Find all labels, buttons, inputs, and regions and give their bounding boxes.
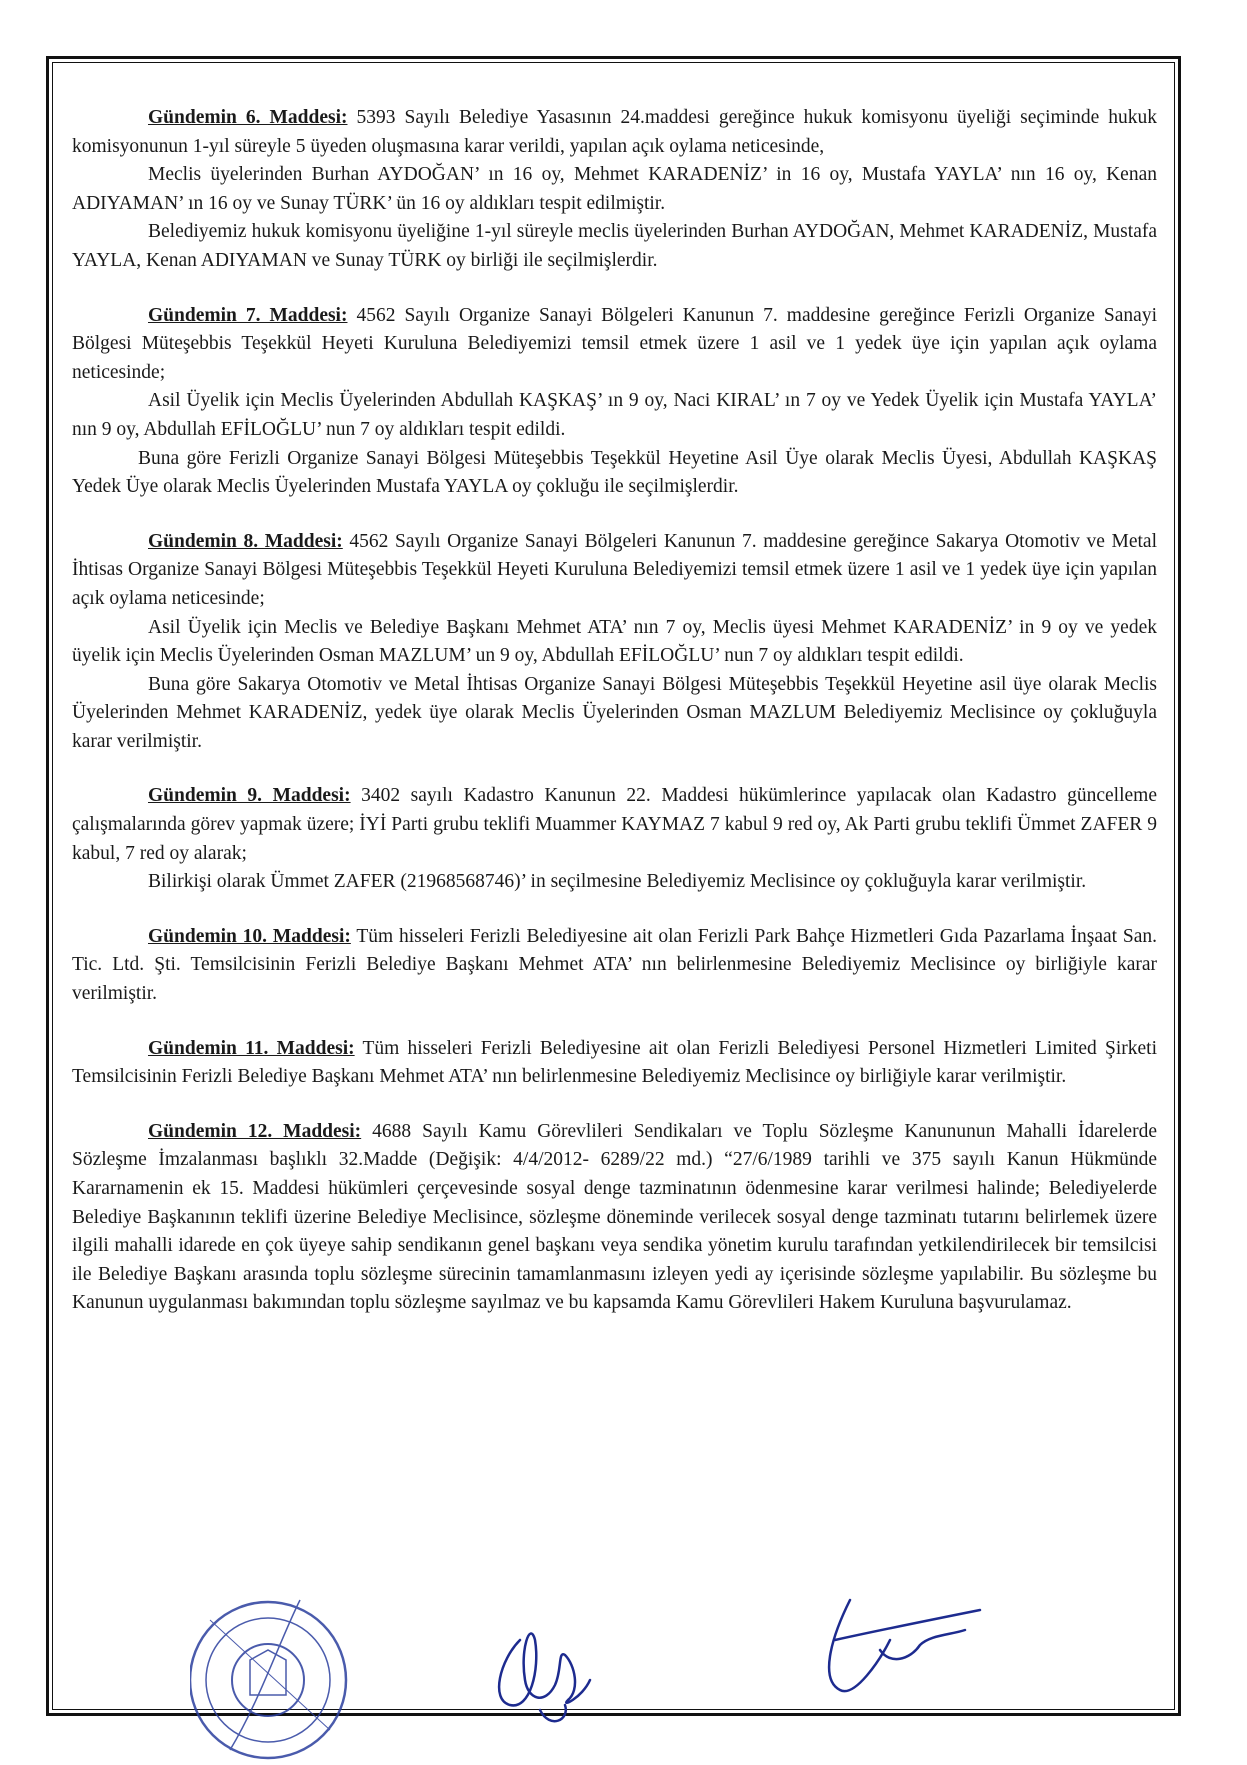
document-body (72, 104, 1157, 1344)
municipality-seal-icon (190, 1600, 346, 1758)
agenda-paragraph: Belediyemiz hukuk komisyonu üyeliğine 1-yıl süreyle meclis üyelerinden Burhan AYDOĞAN, Mehmet KARADENİZ, Mustafa YAYLA, Kenan ADIYAMAN ve Sunay TÜRK oy birliği ile seçilmişlerdir. (72, 221, 1157, 271)
agenda-paragraph: Meclis üyelerinden Burhan AYDOĞAN’ ın 16 oy, Mehmet KARADENİZ’ in 16 oy, Mustafa YAYLA’ nın 16 oy, Kenan ADIYAMAN’ ın 16 oy ve Sunay TÜRK’ ün 16 oy aldıkları tespit edilmiştir. (72, 164, 1157, 214)
agenda-heading: Gündemin 11. Maddesi: (148, 1037, 355, 1059)
agenda-heading: Gündemin 10. Maddesi: (148, 925, 351, 947)
agenda-item-10 (72, 923, 1157, 1009)
agenda-lead: 3402 sayılı Kadastro Kanunun 22. Maddesi hükümlerince yapılacak olan Kadastro güncelleme çalışmalarında görev yapmak üzere; İYİ Parti grubu teklifi Muammer KAYMAZ 7 kabul 9 red oy, Ak Parti grubu teklifi Ümmet ZAFER 9 kabul, 7 red oy alarak; (72, 785, 1157, 864)
signature-icon (499, 1634, 590, 1722)
agenda-heading: Gündemin 8. Maddesi: (148, 530, 343, 552)
agenda-item-9 (72, 782, 1157, 896)
signature-area (190, 1580, 1090, 1760)
agenda-lead: 5393 Sayılı Belediye Yasasının 24.maddesi gereğince hukuk komisyonu üyeliği seçiminde hukuk komisyonunun 1-yıl süreyle 5 üyeden oluşmasına karar verildi, yapılan açık oylama neticesinde, (72, 107, 1157, 157)
agenda-heading: Gündemin 9. Maddesi: (148, 785, 351, 807)
agenda-item-6 (72, 104, 1157, 276)
agenda-heading: Gündemin 6. Maddesi: (148, 107, 348, 128)
agenda-heading: Gündemin 7. Maddesi: (148, 304, 348, 326)
signatures-and-stamp (190, 1580, 1090, 1760)
agenda-paragraph: Asil Üyelik için Meclis ve Belediye Başkanı Mehmet ATA’ nın 7 oy, Meclis üyesi Mehmet KARADENİZ’ in 9 oy ve yedek üyelik için Meclis Üyelerinden Osman MAZLUM’ un 9 oy, Abdullah EFİLOĞLU’ nun 7 oy aldıkları tespit edildi. (72, 616, 1157, 667)
agenda-paragraph: Buna göre Sakarya Otomotiv ve Metal İhtisas Organize Sanayi Bölgesi Müteşebbis Teşekkül Heyetine asil üye olarak Meclis Üyelerinden Mehmet KARADENİZ, yedek üye olarak Meclis Üyelerinden Osman MAZLUM Belediyemiz Meclisince oy çokluğuyla karar verilmiştir. (72, 673, 1157, 752)
agenda-paragraph: Asil Üyelik için Meclis Üyelerinden Abdullah KAŞKAŞ’ ın 9 oy, Naci KIRAL’ ın 7 oy ve Yedek Üyelik için Mustafa YAYLA’ nın 9 oy, Abdullah EFİLOĞLU’ nun 7 oy aldıkları tespit edildi. (72, 390, 1157, 440)
agenda-lead: Tüm hisseleri Ferizli Belediyesine ait olan Ferizli Park Bahçe Hizmetleri Gıda Pazarlama İnşaat San. Tic. Ltd. Şti. Temsilcisinin Ferizli Belediye Başkanı Mehmet ATA’ nın belirlenmesine Belediyemiz Meclisince oy birliğiyle karar verilmiştir. (72, 925, 1157, 1005)
signature-icon (829, 1600, 980, 1691)
agenda-lead: 4562 Sayılı Organize Sanayi Bölgeleri Kanunun 7. maddesine gereğince Ferizli Organize Sanayi Bölgesi Müteşebbis Teşekkül Heyeti Kuruluna Belediyemizi temsil etmek üzere 1 asil ve 1 yedek üye için yapılan açık oylama neticesinde; (72, 304, 1157, 383)
agenda-paragraph: Buna göre Ferizli Organize Sanayi Bölgesi Müteşebbis Teşekkül Heyetine Asil Üye olarak Meclis Üyesi, Abdullah KAŞKAŞ Yedek Üye olarak Meclis Üyelerinden Mustafa YAYLA oy çokluğu ile seçilmişlerdir. (72, 447, 1157, 498)
agenda-item-11 (72, 1035, 1157, 1092)
agenda-item-7 (72, 302, 1157, 502)
agenda-lead: Tüm hisseleri Ferizli Belediyesine ait olan Ferizli Belediyesi Personel Hizmetleri Limited Şirketi Temsilcisinin Ferizli Belediye Başkanı Mehmet ATA’ nın belirlenmesine Belediyemiz Meclisince oy birliğiyle karar verilmiştir. (72, 1037, 1157, 1088)
agenda-paragraph: Bilirkişi olarak Ümmet ZAFER (21968568746)’ in seçilmesine Belediyemiz Meclisince oy çokluğuyla karar verilmiştir. (148, 871, 1087, 893)
agenda-heading: Gündemin 12. Maddesi: (148, 1120, 362, 1142)
agenda-item-12 (72, 1118, 1157, 1318)
agenda-lead: 4562 Sayılı Organize Sanayi Bölgeleri Kanunun 7. maddesine gereğince Sakarya Otomotiv ve Metal İhtisas Organize Sanayi Bölgesi Müteşebbis Teşekkül Heyeti Kuruluna Belediyemizi temsil etmek üzere 1 asil ve 1 yedek üye için yapılan açık oylama neticesinde; (72, 530, 1157, 609)
agenda-item-8 (72, 528, 1157, 757)
agenda-lead: 4688 Sayılı Kamu Görevlileri Sendikaları ve Toplu Sözleşme Kanununun Mahalli İdarelerde Sözleşme İmzalanması başlıklı 32.Madde (Değişik: 4/4/2012- 6289/22 md.) “27/6/1989 tarihli ve 375 sayılı Kanun Hükmünde Kararnamenin ek 15. Maddesi hükümleri çerçevesinde sosyal denge tazminatının ödenmesine karar verilmesi halinde; Belediyelerde Belediye Başkanının teklifi üzerine Belediye Meclisince, sözleşme döneminde verilecek sosyal denge tazminatı tutarını belirlemek üzere ilgili mahalli idarede en çok üyeye sahip sendikanın genel başkanı veya sendika yönetim kurulu tarafından yetkilendirilecek bir temsilcisi ile Belediye Başkanı arasında toplu sözleşme sürecinin tamamlanmasını izleyen yedi ay içerisinde sözleşme yapılabilir. Bu sözleşme bu Kanunun uygulanması bakımından toplu sözleşme sayılmaz ve bu kapsamda Kamu Görevlileri Hakem Kuruluna başvurulamaz. (72, 1120, 1157, 1314)
